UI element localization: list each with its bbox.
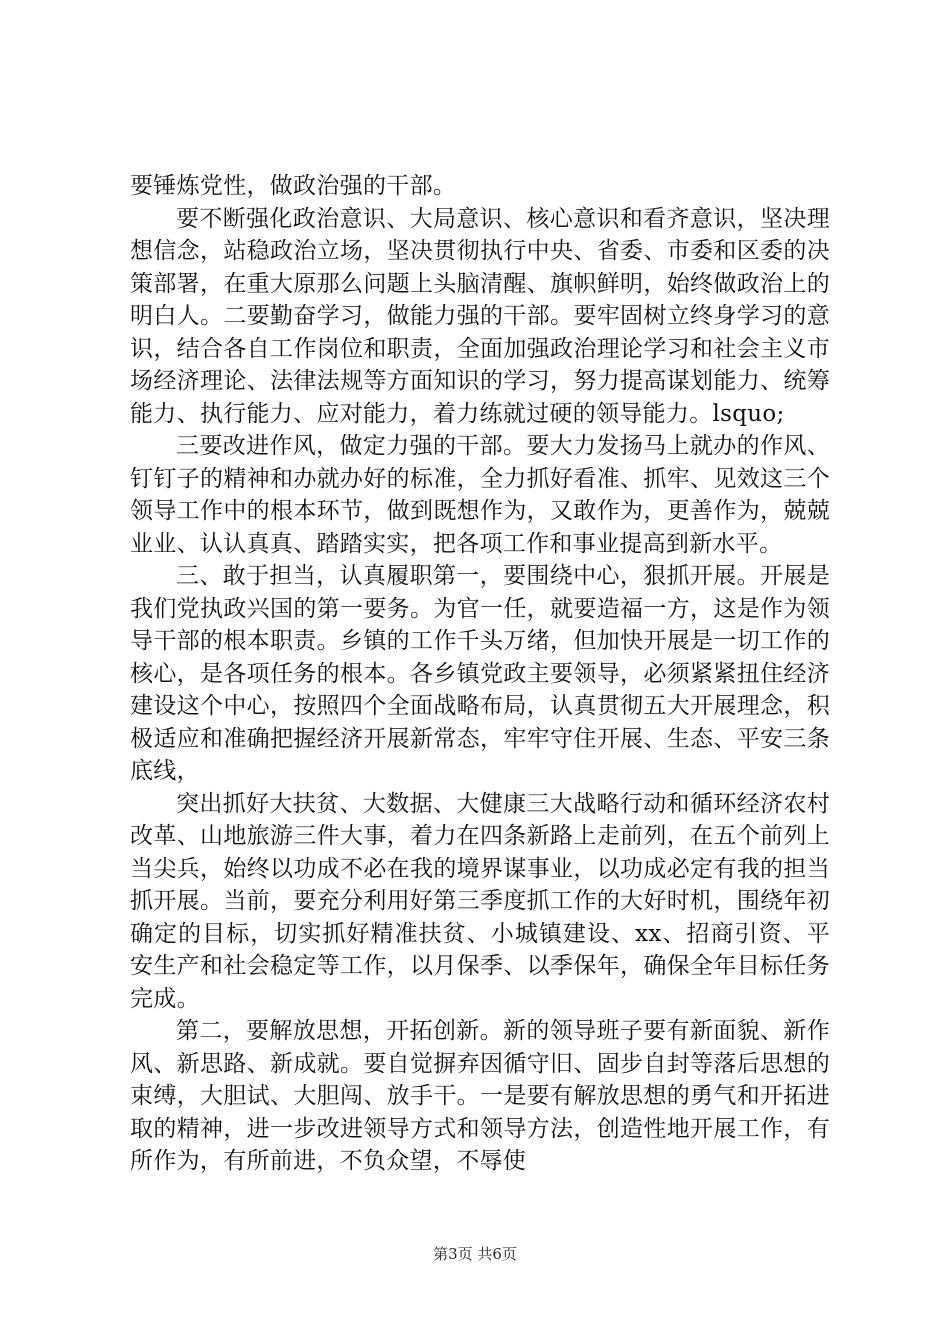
page-number-footer: 第3页 共6页 <box>433 1245 517 1263</box>
paragraph: 要不断强化政治意识、大局意识、核心意识和看齐意识，坚决理想信念，站稳政治立场，坚决贯彻执行中央、省委、市委和区委的决策部署，在重大原那么问题上头脑清醒、旗帜鲜明，始终做政治上的明白人。二要勤奋学习，做能力强的干部。要牢固树立终身学习的意识，结合各自工作岗位和职责，全面加强政治理论学习和社会主义市场经济理论、法律法规等方面知识的学习，努力提高谋划能力、统筹能力、执行能力、应对能力，着力练就过硬的领导能力。lsquo; <box>130 205 830 427</box>
document-body <box>130 170 830 1178</box>
paragraph: 突出抓好大扶贫、大数据、大健康三大战略行动和循环经济农村改革、山地旅游三件大事，着力在四条新路上走前列，在五个前列上当尖兵，始终以功成不必在我的境界谋事业，以功成必定有我的担当抓开展。当前，要充分利用好第三季度抓工作的大好时机，围绕年初确定的目标，切实抓好精准扶贫、小城镇建设、xx、招商引资、平安生产和社会稳定等工作，以月保季、以季保年，确保全年目标任务完成。 <box>130 790 830 1012</box>
paragraph: 三要改进作风，做定力强的干部。要大力发扬马上就办的作风、钉钉子的精神和办就办好的标准，全力抓好看准、抓牢、见效这三个领导工作中的根本环节，做到既想作为，又敢作为，更善作为，兢兢业业、认认真真、踏踏实实，把各项工作和事业提高到新水平。 <box>130 433 830 557</box>
paragraph: 第二，要解放思想，开拓创新。新的领导班子要有新面貌、新作风、新思路、新成就。要自觉摒弃因循守旧、固步自封等落后思想的束缚，大胆试、大胆闯、放手干。一是要有解放思想的勇气和开拓进取的精神，进一步改进领导方式和领导方法，创造性地开展工作，有所作为，有所前进，不负众望，不辱使 <box>130 1018 830 1174</box>
paragraph: 要锤炼党性，做政治强的干部。 <box>130 173 457 199</box>
paragraph: 三、敢于担当，认真履职第一，要围绕中心，狠抓开展。开展是我们党执政兴国的第一要务。为官一任，就要造福一方，这是作为领导干部的根本职责。乡镇的工作千头万绪，但加快开展是一切工作的核心，是各项任务的根本。各乡镇党政主要领导，必须紧紧扭住经济建设这个中心，按照四个全面战略布局，认真贯彻五大开展理念，积极适应和准确把握经济开展新常态，牢牢守住开展、生态、平安三条底线， <box>130 563 830 784</box>
